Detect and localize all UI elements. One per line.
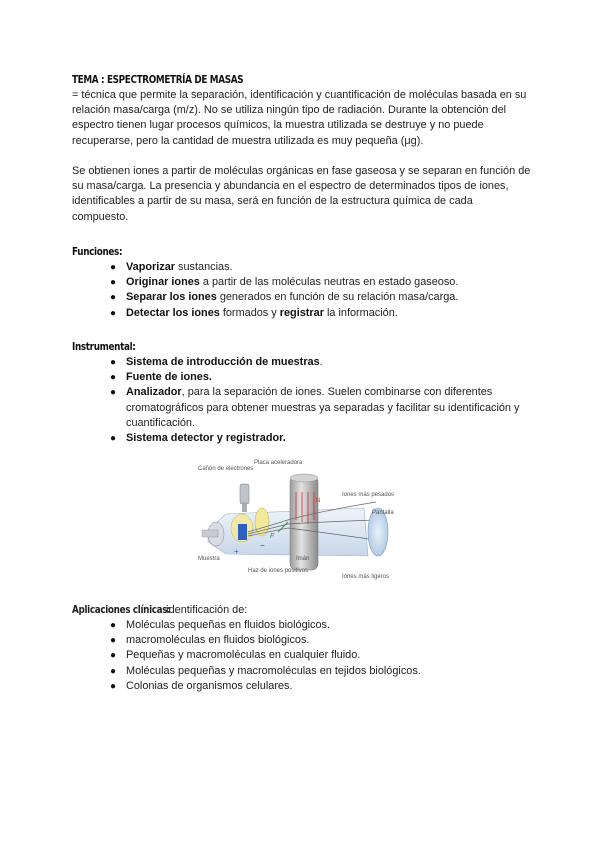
list-item <box>0 355 540 370</box>
item-text: generados en función de su relación masa/carga. <box>216 291 459 304</box>
list-item <box>0 260 540 275</box>
bullet-icon: ● <box>110 372 117 384</box>
aplicaciones-heading: Aplicaciones clínicas: <box>72 604 171 616</box>
north-label: N <box>316 498 321 504</box>
bullet-icon: ● <box>110 433 117 445</box>
item-bold: Fuente de iones. <box>126 371 212 384</box>
list-item <box>0 306 540 321</box>
funciones-heading: Funciones: <box>72 246 123 258</box>
item-bold: Vaporizar <box>126 261 176 273</box>
label-iman: Imán <box>296 556 310 562</box>
plus-sign: + <box>234 547 239 556</box>
item-bold: Analizador <box>126 386 182 399</box>
bullet-icon: ● <box>110 387 117 399</box>
list-item <box>0 431 540 446</box>
instrumental-heading: Instrumental: <box>72 341 136 353</box>
magnet-top <box>290 474 318 482</box>
funciones-list <box>0 260 540 321</box>
list-item <box>0 679 540 694</box>
item-text: la información. <box>323 306 398 319</box>
item-text: Moléculas pequeñas y macromoléculas en tejidos biológicos. <box>126 664 421 677</box>
item-text: sustancias. <box>175 261 233 273</box>
label-pantalla: Pantalla <box>372 510 394 516</box>
aplicaciones-line <box>72 603 542 618</box>
second-paragraph: Se obtienen iones a partir de moléculas orgánicas en fase gaseosa y se separan en función de su masa/carga. La presencia y abundancia en el espectro de determinados tipos de iones, identificables a partir de su masa, será en función de la estructura química de cada compuesto. <box>72 165 531 223</box>
item-bold: Sistema detector y registrador. <box>126 432 286 445</box>
list-item <box>0 290 540 305</box>
item-text: formados y <box>219 306 280 319</box>
item-bold: Separar los iones <box>126 291 217 304</box>
label-muestra: Muestra <box>198 556 220 562</box>
item-text: , para la separación de iones. Suelen combinarse con diferentes cromatográficos para obtener muestras ya separadas y facilitar su identificación y cuantificación. <box>126 386 520 429</box>
ion-source-block <box>238 524 247 540</box>
minus-sign: − <box>260 541 265 550</box>
bullet-icon: ● <box>110 292 117 304</box>
list-item <box>0 618 540 633</box>
bullet-icon: ● <box>110 307 117 319</box>
label-iones-pesados: Iones más pesados <box>342 492 395 498</box>
item-text: Pequeñas y macromoléculas en cualquier fluido. <box>126 649 361 662</box>
list-item <box>0 633 540 648</box>
bullet-icon: ● <box>110 620 117 631</box>
item-bold: Detectar los iones <box>126 306 220 319</box>
page-title: TEMA : ESPECTROMETRÍA DE MASAS <box>72 74 244 86</box>
electron-gun-nozzle <box>242 502 247 512</box>
item-text: macromoléculas en fluidos biológicos. <box>126 634 310 647</box>
aplicaciones-list <box>0 618 540 694</box>
mass-spectrometer-diagram <box>196 458 410 586</box>
item-bold: Originar iones <box>126 276 200 289</box>
item-text: Colonias de organismos celulares. <box>126 679 293 692</box>
label-haz: Haz de iones positivos <box>248 568 309 574</box>
bullet-icon: ● <box>110 650 117 662</box>
item-text: a partir de las moléculas neutras en estado gaseoso. <box>199 276 459 289</box>
aplicaciones-intro: identificación de: <box>163 604 248 616</box>
list-item <box>0 275 540 290</box>
bullet-icon: ● <box>110 262 117 273</box>
bullet-icon: ● <box>110 635 117 647</box>
bullet-icon: ● <box>110 277 117 289</box>
instrumental-list <box>0 355 540 446</box>
item-bold: registrar <box>279 306 324 319</box>
list-item <box>0 664 540 679</box>
bullet-icon: ● <box>110 357 117 368</box>
item-bold: Sistema de introducción de muestras <box>126 356 320 368</box>
item-text: . <box>319 356 323 368</box>
sample-tube <box>202 530 218 537</box>
bullet-icon: ● <box>110 680 117 692</box>
electron-gun <box>240 484 249 504</box>
list-item <box>0 648 540 663</box>
force-label: F <box>270 533 275 540</box>
item-text: Moléculas pequeñas en fluidos biológicos. <box>126 619 331 631</box>
list-item <box>0 370 540 385</box>
intro-paragraph: = técnica que permite la separación, identificación y cuantificación de moléculas basada en su relación masa/carga (m/z). No se utiliza ningún tipo de radiación. Durante la obtención del espectro tienen lugar procesos químicos, la muestra utilizada se destruye y no puede recuperarse, pero la cantidad de muestra utilizada es muy pequeña (μg). <box>72 89 527 147</box>
label-placa: Placa aceleradora <box>254 460 303 466</box>
bullet-icon: ● <box>110 665 117 677</box>
label-iones-ligeros: Iones más ligeros <box>342 574 390 580</box>
list-item <box>0 385 540 431</box>
label-canon: Cañón de electrones <box>198 466 254 472</box>
